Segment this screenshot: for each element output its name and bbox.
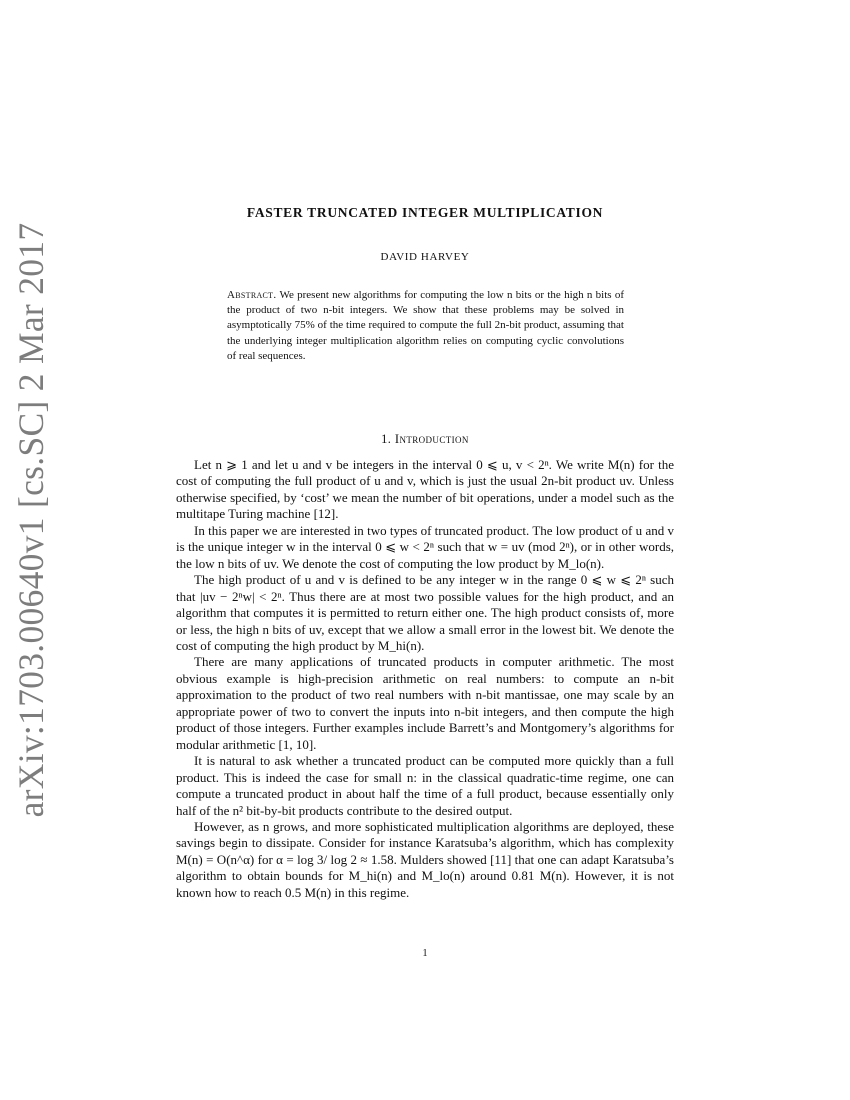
paragraph: However, as n grows, and more sophisticated multiplication algorithms are deployed, these savings begin to dissipate. Consider for instance Karatsuba’s algorithm, which has complexity M(n) = O(n^α) for α = log 3/ log 2 ≈ 1.58. Mulders showed [11] that one can adapt Karatsuba’s algorithm to obtain bounds for M_hi(n) and M_lo(n) around 0.81 M(n). However, it is not known how to reach 0.5 M(n) in this regime. [176, 818, 674, 900]
section-number: 1. [381, 432, 392, 446]
section-heading [0, 432, 850, 447]
page-number: 1 [422, 948, 428, 959]
section-title: Introduction [394, 432, 469, 446]
paragraph: In this paper we are interested in two types of truncated product. The low product of u and v is the unique integer w in the interval 0 ⩽ w < 2ⁿ such that w = uv (mod 2ⁿ), or in other words, the low n bits of uv. We denote the cost of computing the low product by M_lo(n). [176, 522, 674, 571]
abstract [227, 288, 624, 364]
body-text [176, 457, 674, 901]
paragraph: There are many applications of truncated products in computer arithmetic. The most obvious example is high-precision arithmetic on real numbers: to compute an n-bit approximation to the product of two real numbers with n-bit mantissae, one may scale by an appropriate power of two to convert the inputs into n-bit integers, and then compute the high product of those integers. Further examples include Barrett’s and Montgomery’s algorithms for modular arithmetic [1, 10]. [176, 654, 674, 752]
arxiv-sidebar-stamp [3, 222, 59, 818]
abstract-label: Abstract. [227, 289, 277, 301]
abstract-text: We present new algorithms for computing the low n bits or the high n bits of the product of two n-bit integers. We show that these problems may be solved in asymptotically 75% of the time required to compute the full 2n-bit product, assuming that the underlying integer multiplication algorithm relies on computing cyclic convolutions of real sequences. [227, 289, 624, 362]
paragraph: Let n ⩾ 1 and let u and v be integers in the interval 0 ⩽ u, v < 2ⁿ. We write M(n) for the cost of computing the full product of u and v, which is just the usual 2n-bit product uv. Unless otherwise specified, by ‘cost’ we mean the number of bit operations, under a model such as the multitape Turing machine [12]. [176, 457, 674, 522]
paragraph: The high product of u and v is defined to be any integer w in the range 0 ⩽ w ⩽ 2ⁿ such that |uv − 2ⁿw| < 2ⁿ. Thus there are at most two possible values for the high product, and an algorithm that computes it is permitted to return either one. The high product consists of, more or less, the high n bits of uv, except that we allow a small error in the lowest bit. We denote the cost of computing the high product by M_hi(n). [176, 572, 674, 653]
paper-title: FASTER TRUNCATED INTEGER MULTIPLICATION [246, 205, 604, 220]
arxiv-identifier: arXiv:1703.00640v1 [cs.SC] 2 Mar 2017 [11, 222, 51, 818]
paragraph: It is natural to ask whether a truncated product can be computed more quickly than a full product. This is indeed the case for small n: in the classical quadratic-time regime, one can compute a truncated product in about half the time of a full product, because essentially only half of the n² bit-by-bit products contribute to the desired output. [176, 753, 674, 818]
paper-author: DAVID HARVEY [380, 251, 470, 263]
